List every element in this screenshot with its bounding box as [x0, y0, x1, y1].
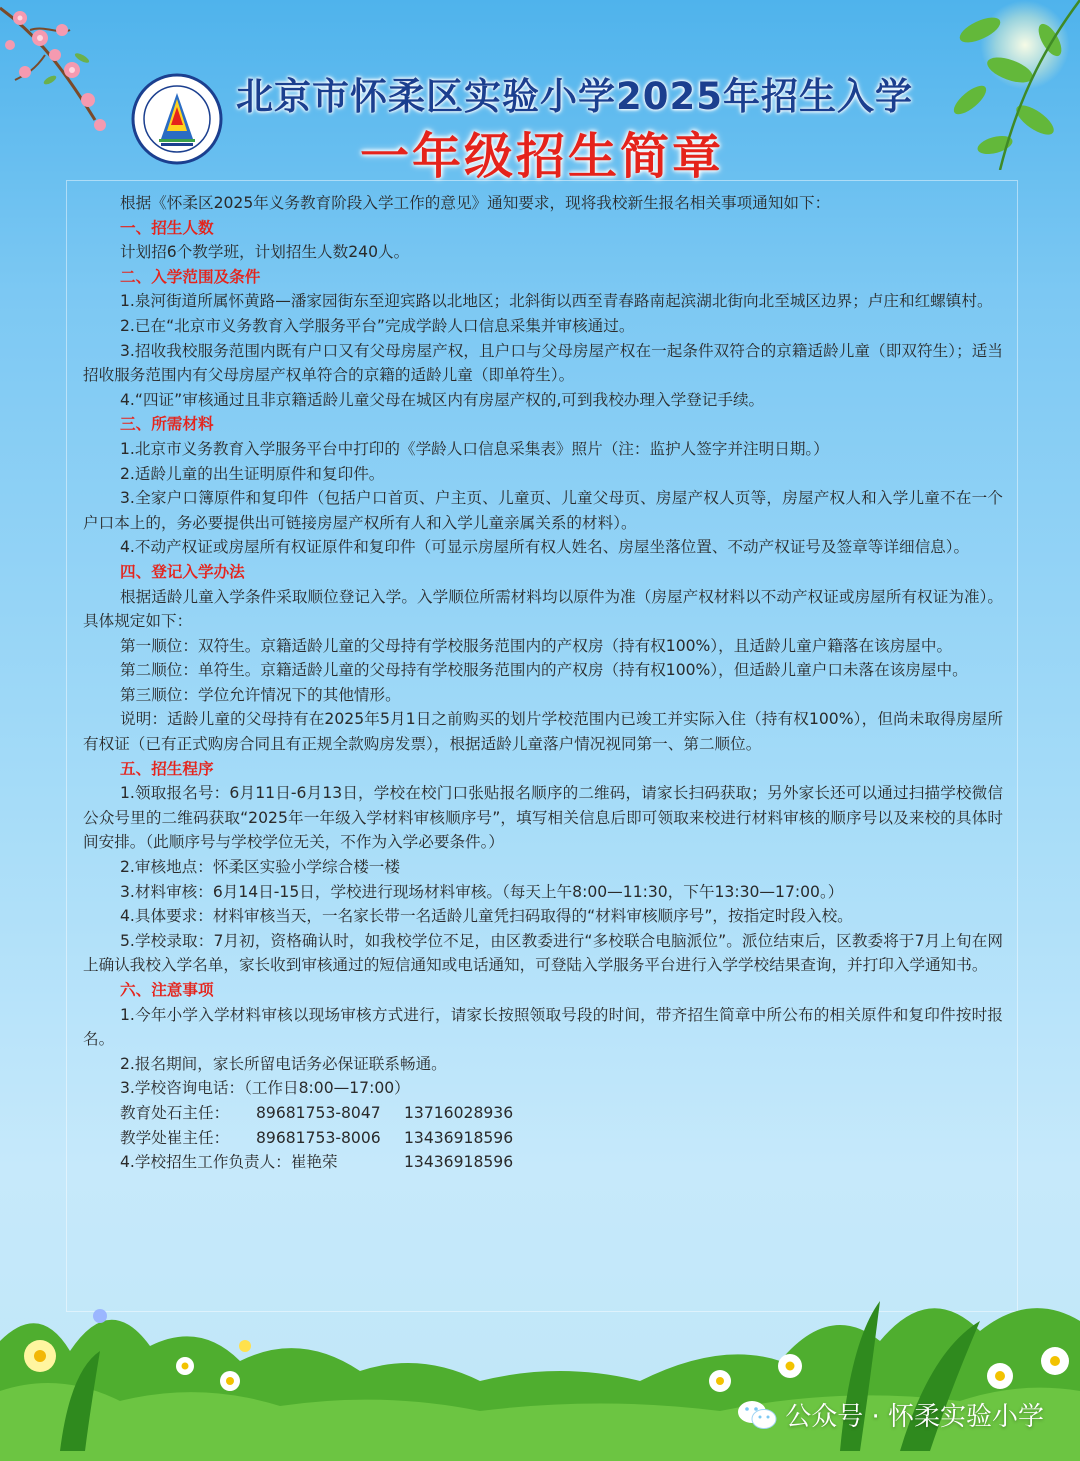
section-heading: 一、招生人数	[120, 218, 214, 237]
contact-mobile-phone: 13436918596	[404, 1128, 514, 1147]
paragraph: 4.“四证”审核通过且非京籍适龄儿童父母在城区内有房屋产权的,可到我校办理入学登记手续。	[120, 390, 765, 409]
paragraph: 3.招收我校服务范围内既有户口又有父母房屋产权，且户口与父母房屋产权在一起条件双符合的京籍适龄儿童（即双符生）；适当招收服务范围内有父母房屋产权单符合的京籍的适龄儿童（即单符生）。	[83, 341, 1003, 385]
paragraph: 根据《怀柔区2025年义务教育阶段入学工作的意见》通知要求，现将我校新生报名相关事项通知如下：	[120, 194, 831, 212]
contact-label: 4.学校招生工作负责人：崔艳荣	[120, 1153, 338, 1172]
paragraph: 根据适龄儿童入学条件采取顺位登记入学。入学顺位所需材料均以原件为准（房屋产权材料以不动产权证或房屋所有权证为准）。具体规定如下：	[83, 587, 1003, 631]
paragraph: 第一顺位：双符生。京籍适龄儿童的父母持有学校服务范围内的产权房（持有权100%），且适龄儿童户籍落在该房屋中。	[120, 636, 953, 655]
paragraph: 第二顺位：单符生。京籍适龄儿童的父母持有学校服务范围内的产权房（持有权100%），但适龄儿童户口未落在该房屋中。	[120, 661, 968, 680]
contact-row	[83, 1150, 1003, 1175]
contact-row	[83, 1101, 1003, 1126]
section-heading: 二、入学范围及条件	[120, 267, 261, 286]
paragraph: 1.北京市义务教育入学服务平台中打印的《学龄人口信息采集表》照片（注：监护人签字并注明日期。）	[120, 439, 829, 458]
paragraph: 2.审核地点：怀柔区实验小学综合楼一楼	[120, 858, 400, 877]
leaves-decoration	[940, 0, 1080, 170]
section-heading: 六、注意事项	[120, 981, 214, 999]
paragraph: 1.领取报名号：6月11日-6月13日，学校在校门口张贴报名顺序的二维码，请家长扫码获取；另外家长还可以通过扫描学校微信公众号里的二维码获取“2025年一年级入学材料审核顺序号”，填写相关信息后即可领取来校进行材料审核的顺序号以及来校的具体时间安排。（此顺序号与学校学位无关，不作为入学必要条件。）	[83, 784, 1003, 852]
paragraph: 2.已在“北京市义务教育入学服务平台”完成学龄人口信息采集并审核通过。	[120, 316, 635, 335]
paragraph: 计划招6个教学班，计划招生人数240人。	[120, 243, 410, 262]
paragraph: 1.泉河街道所属怀黄路—潘家园街东至迎宾路以北地区；北斜街以西至青春路南起滨湖北街向北至城区边界；卢庄和红螺镇村。	[120, 292, 993, 311]
paragraph: 1.今年小学入学材料审核以现场审核方式进行，请家长按照领取号段的时间，带齐招生简章中所公布的相关原件和复印件按时报名。	[83, 1005, 1003, 1049]
paragraph: 2.适龄儿童的出生证明原件和复印件。	[120, 464, 385, 483]
watermark-text: 公众号 · 怀柔实验小学	[785, 1402, 1044, 1432]
paragraph: 4.具体要求：材料审核当天，一名家长带一名适龄儿童凭扫码取得的“材料审核顺序号”，按指定时段入校。	[120, 907, 853, 926]
school-logo-icon	[131, 73, 223, 165]
paragraph: 4.不动产权证或房屋所有权证原件和复印件（可显示房屋所有权人姓名、房屋坐落位置、不动产权证号及签章等详细信息）。	[120, 538, 970, 557]
contact-office-phone: 89681753-8047	[256, 1103, 381, 1122]
school-title: 北京市怀柔区实验小学2025年招生入学	[236, 75, 913, 118]
contact-mobile-phone: 13716028936	[404, 1103, 514, 1122]
paragraph: 说明：适龄儿童的父母持有在2025年5月1日之前购买的划片学校范围内已竣工并实际入住（持有权100%），但尚未取得房屋所有权证（已有正式购房合同且有正规全款购房发票），根据适龄儿童落户情况视同第一、第二顺位。	[83, 710, 1003, 754]
contact-mobile-phone: 13436918596	[404, 1153, 514, 1172]
paragraph: 5.学校录取：7月初，资格确认时，如我校学位不足，由区教委进行“多校联合电脑派位”。派位结束后，区教委将于7月上旬在网上确认我校入学名单，家长收到审核通过的短信通知或电话通知，可登陆入学服务平台进行入学学校结果查询，并打印入学通知书。	[83, 931, 1003, 975]
paragraph: 3.全家户口簿原件和复印件（包括户口首页、户主页、儿童页、儿童父母页、房屋产权人页等，房屋产权人和入学儿童不在一个户口本上的，务必要提供出可链接房屋产权所有人和入学儿童亲属关系的材料）。	[83, 489, 1003, 532]
notice-content-box	[66, 180, 1018, 1312]
section-heading: 三、所需材料	[120, 415, 214, 434]
notice-body	[83, 191, 1003, 1175]
contact-office-phone: 89681753-8006	[256, 1128, 381, 1147]
contact-row	[83, 1126, 1003, 1151]
section-heading: 四、登记入学办法	[120, 562, 245, 581]
contact-label: 教育处石主任：	[120, 1103, 230, 1122]
wechat-watermark	[737, 1396, 1044, 1433]
paragraph: 2.报名期间，家长所留电话务必保证联系畅通。	[120, 1054, 447, 1073]
paragraph: 3.材料审核：6月14日-15日，学校进行现场材料审核。（每天上午8:00—11:30，下午13:30—17:00。）	[120, 882, 844, 901]
section-heading: 五、招生程序	[120, 759, 214, 778]
wechat-icon	[737, 1398, 777, 1432]
blossom-branch-decoration	[0, 0, 150, 150]
paragraph: 3.学校咨询电话：（工作日8:00—17:00）	[120, 1079, 410, 1098]
paragraph: 第三顺位：学位允许情况下的其他情形。	[120, 685, 401, 704]
contact-label: 教学处崔主任：	[120, 1128, 230, 1147]
admission-brochure-title: 一年级招生简章	[360, 128, 725, 185]
